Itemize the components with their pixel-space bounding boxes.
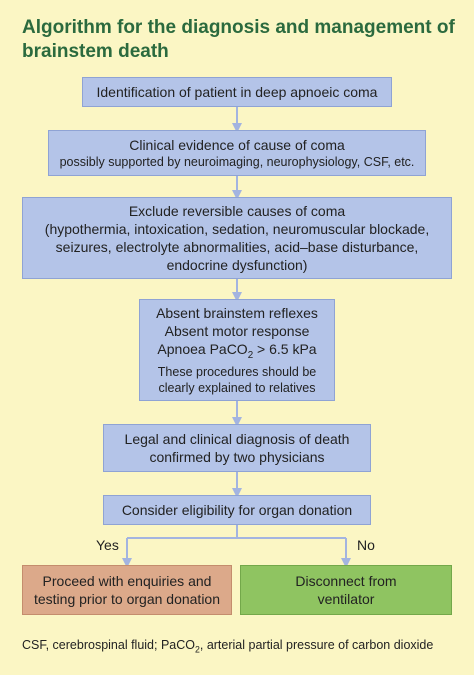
step-exclude-heading: Exclude reversible causes of coma: [128, 203, 346, 219]
step-identify-coma: [82, 77, 392, 107]
step-identify-coma-text: Identification of patient in deep apnoeic coma: [96, 84, 378, 100]
step-exclude-line-2: (hypothermia, intoxication, sedation, neuromuscular blockade,: [44, 221, 430, 237]
outcome-proceed-line-1: Proceed with enquiries and: [42, 573, 212, 589]
step-clinical-evidence: [48, 130, 426, 176]
step-exclude-reversible: [22, 197, 452, 279]
step-organ-donation-eligibility-text: Consider eligibility for organ donation: [121, 502, 353, 518]
diagram-title: Algorithm for the diagnosis and management of brainstem death: [22, 17, 455, 62]
outcome-disconnect-line-2: ventilator: [317, 591, 375, 607]
step-absent-reflexes: [139, 299, 335, 401]
step-apnoea-paco2: [157, 340, 316, 365]
outcome-disconnect-ventilator: [240, 565, 452, 615]
outcome-disconnect-line-1: Disconnect from: [295, 573, 397, 589]
step-absent-brainstem-reflexes: Absent brainstem reflexes: [156, 304, 318, 321]
footnote-part-1: CSF, cerebrospinal fluid; PaCO: [22, 638, 195, 652]
step-clinical-evidence-detail: possibly supported by neuroimaging, neurophysiology, CSF, etc.: [59, 155, 415, 169]
step-procedures-note-2: clearly explained to relatives: [158, 381, 316, 396]
step-legal-diagnosis-line-1: Legal and clinical diagnosis of death: [124, 431, 350, 447]
step-legal-diagnosis-line-2: confirmed by two physicians: [149, 449, 325, 465]
branch-label-yes: Yes: [96, 537, 119, 553]
step-absent-motor-response: Absent motor response: [164, 322, 310, 339]
outcome-proceed-line-2: testing prior to organ donation: [33, 591, 220, 607]
branch-label-no: No: [357, 537, 375, 553]
step-exclude-line-4: endocrine dysfunction): [166, 257, 308, 273]
footnote-subscript: 2: [195, 644, 200, 655]
outcome-proceed-donation: [22, 565, 232, 615]
apnoea-text: Apnoea PaCO: [157, 340, 248, 357]
apnoea-threshold: > 6.5 kPa: [253, 340, 317, 357]
step-clinical-evidence-heading: Clinical evidence of cause of coma: [129, 137, 345, 153]
step-legal-diagnosis: [103, 424, 371, 472]
footnote-part-2: , arterial partial pressure of carbon dioxide: [199, 638, 434, 652]
step-procedures-note-1: These procedures should be: [157, 365, 317, 380]
footnote-abbreviations: [22, 638, 462, 655]
step-organ-donation-eligibility: [103, 495, 371, 525]
step-exclude-line-3: seizures, electrolyte abnormalities, acid–base disturbance,: [55, 239, 419, 255]
apnoea-subscript: 2: [247, 349, 254, 361]
